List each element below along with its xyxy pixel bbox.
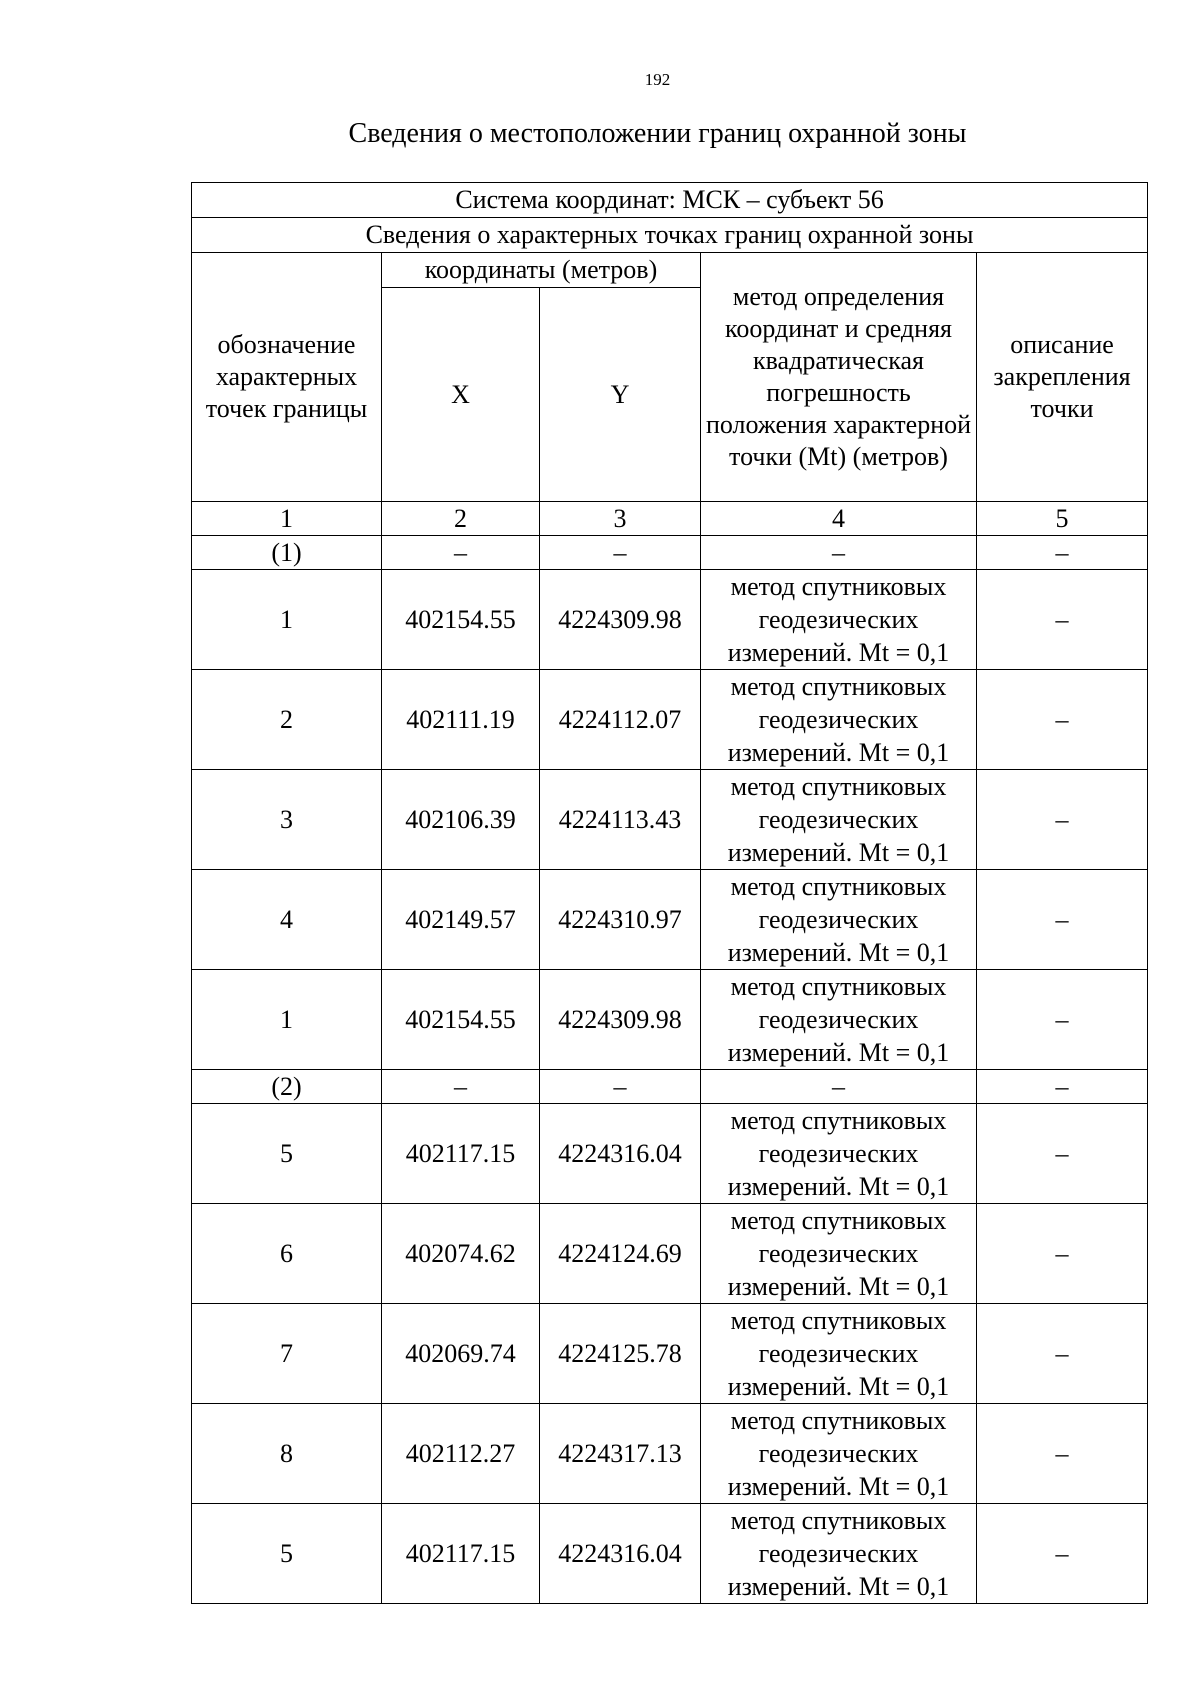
- y-cell: –: [540, 1070, 701, 1104]
- method-cell: метод спутниковых геодезических измерений. Mt = 0,1: [701, 1504, 977, 1604]
- point-label-cell: 8: [192, 1404, 382, 1504]
- method-cell: –: [701, 536, 977, 570]
- method-cell: метод спутниковых геодезических измерений. Mt = 0,1: [701, 1304, 977, 1404]
- description-cell: –: [977, 670, 1148, 770]
- x-cell: 402149.57: [382, 870, 540, 970]
- y-cell: 4224125.78: [540, 1304, 701, 1404]
- description-cell: –: [977, 536, 1148, 570]
- designation-header: обозначение характерных точек границы: [192, 253, 382, 502]
- section-header-row: [192, 218, 1148, 253]
- table-row: [192, 970, 1148, 1070]
- table-row: [192, 1504, 1148, 1604]
- method-cell: –: [701, 1070, 977, 1104]
- y-header: Y: [540, 288, 701, 502]
- contour-row: [192, 536, 1148, 570]
- y-cell: 4224317.13: [540, 1404, 701, 1504]
- column-number: 4: [701, 502, 977, 536]
- y-cell: 4224316.04: [540, 1104, 701, 1204]
- x-cell: 402069.74: [382, 1304, 540, 1404]
- point-label-cell: 5: [192, 1104, 382, 1204]
- x-cell: 402106.39: [382, 770, 540, 870]
- table-row: [192, 570, 1148, 670]
- point-label-cell: 7: [192, 1304, 382, 1404]
- description-cell: –: [977, 970, 1148, 1070]
- method-cell: метод спутниковых геодезических измерений. Mt = 0,1: [701, 970, 977, 1070]
- x-cell: 402154.55: [382, 570, 540, 670]
- table-row: [192, 1204, 1148, 1304]
- method-cell: метод спутниковых геодезических измерений. Mt = 0,1: [701, 1104, 977, 1204]
- method-header: метод определения координат и средняя квадратическая погрешность положения характерной точки (Mt) (метров): [701, 253, 977, 502]
- description-header: описание закрепления точки: [977, 253, 1148, 502]
- column-numbers-row: [192, 502, 1148, 536]
- y-cell: 4224124.69: [540, 1204, 701, 1304]
- method-cell: метод спутниковых геодезических измерений. Mt = 0,1: [701, 770, 977, 870]
- point-label-cell: 5: [192, 1504, 382, 1604]
- page-title: Сведения о местоположении границ охранной зоны: [348, 118, 967, 149]
- contour-row: [192, 1070, 1148, 1104]
- column-header-row: [192, 253, 1148, 288]
- column-number: 3: [540, 502, 701, 536]
- description-cell: –: [977, 770, 1148, 870]
- y-cell: 4224316.04: [540, 1504, 701, 1604]
- table-row: [192, 1104, 1148, 1204]
- point-label-cell: 1: [192, 570, 382, 670]
- point-label-cell: (2): [192, 1070, 382, 1104]
- column-number: 5: [977, 502, 1148, 536]
- y-cell: 4224309.98: [540, 570, 701, 670]
- point-label-cell: (1): [192, 536, 382, 570]
- section-header-cell: Сведения о характерных точках границ охранной зоны: [192, 218, 1148, 253]
- coordinates-table: [191, 182, 1148, 1604]
- x-cell: 402112.27: [382, 1404, 540, 1504]
- column-number: 1: [192, 502, 382, 536]
- x-cell: 402074.62: [382, 1204, 540, 1304]
- x-cell: 402117.15: [382, 1504, 540, 1604]
- point-label-cell: 2: [192, 670, 382, 770]
- description-cell: –: [977, 870, 1148, 970]
- y-cell: 4224309.98: [540, 970, 701, 1070]
- x-cell: 402117.15: [382, 1104, 540, 1204]
- column-number: 2: [382, 502, 540, 536]
- description-cell: –: [977, 1070, 1148, 1104]
- description-cell: –: [977, 570, 1148, 670]
- description-cell: –: [977, 1204, 1148, 1304]
- y-cell: 4224113.43: [540, 770, 701, 870]
- description-cell: –: [977, 1304, 1148, 1404]
- description-cell: –: [977, 1104, 1148, 1204]
- coordinate-system-cell: Система координат: МСК – субъект 56: [192, 183, 1148, 218]
- method-cell: метод спутниковых геодезических измерений. Mt = 0,1: [701, 1204, 977, 1304]
- point-label-cell: 4: [192, 870, 382, 970]
- table-row: [192, 1304, 1148, 1404]
- table-row: [192, 1404, 1148, 1504]
- x-cell: –: [382, 536, 540, 570]
- point-label-cell: 1: [192, 970, 382, 1070]
- x-cell: 402111.19: [382, 670, 540, 770]
- coordinate-system-row: [192, 183, 1148, 218]
- y-cell: 4224112.07: [540, 670, 701, 770]
- x-cell: –: [382, 1070, 540, 1104]
- table-row: [192, 770, 1148, 870]
- table-row: [192, 870, 1148, 970]
- method-cell: метод спутниковых геодезических измерений. Mt = 0,1: [701, 570, 977, 670]
- method-cell: метод спутниковых геодезических измерений. Mt = 0,1: [701, 870, 977, 970]
- description-cell: –: [977, 1404, 1148, 1504]
- y-cell: 4224310.97: [540, 870, 701, 970]
- coords-header: координаты (метров): [382, 253, 701, 288]
- page-number: 192: [644, 70, 671, 89]
- x-header: X: [382, 288, 540, 502]
- method-cell: метод спутниковых геодезических измерений. Mt = 0,1: [701, 670, 977, 770]
- description-cell: –: [977, 1504, 1148, 1604]
- point-label-cell: 6: [192, 1204, 382, 1304]
- method-cell: метод спутниковых геодезических измерений. Mt = 0,1: [701, 1404, 977, 1504]
- y-cell: –: [540, 536, 701, 570]
- table-row: [192, 670, 1148, 770]
- point-label-cell: 3: [192, 770, 382, 870]
- x-cell: 402154.55: [382, 970, 540, 1070]
